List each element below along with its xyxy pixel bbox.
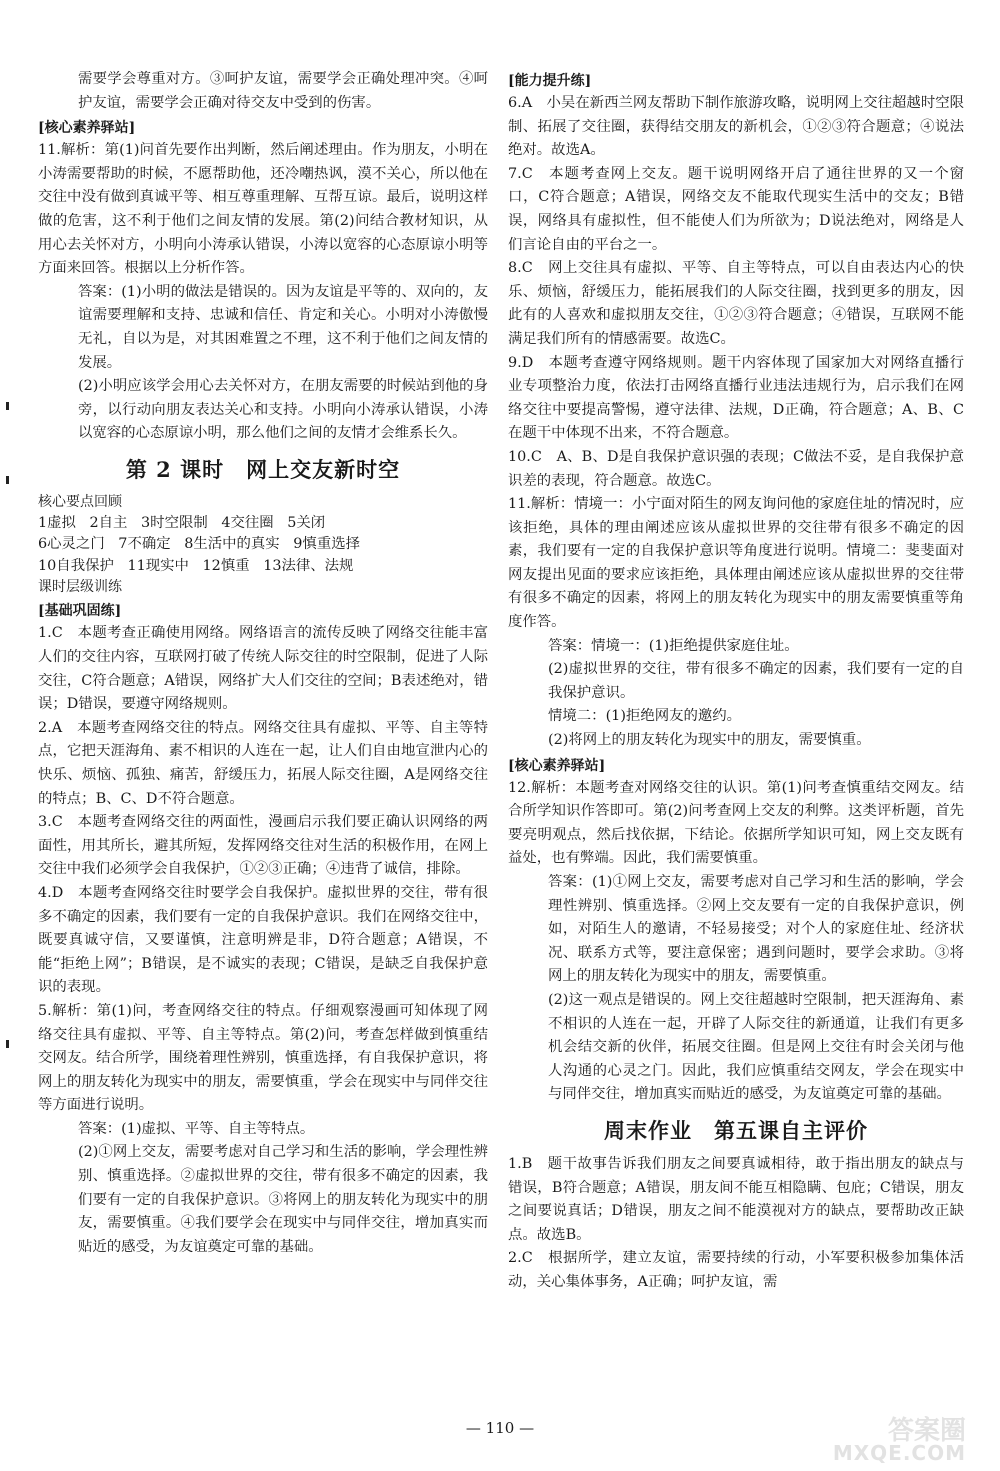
question-9: 9.D 本题考查遵守网络规则。题干内容体现了国家加大对网络直播行业专项整治力度，依法打击网络直播行业违法违规行为，启示我们在网络交往中要提高警惕，遵守法律、法规，D正确，符合题意；A、B、C在题干中体现不出来，不符合题意。: [508, 354, 964, 442]
weekend-question-1: 1.B 题干故事告诉我们朋友之间要真诚相待，敢于指出朋友的缺点与错误，B符合题意；A错误，朋友间不能互相隐瞒、包庇；C错误，朋友之间要说真话；D错误，朋友之间不能漠视对方的缺点，要帮助改正缺点。故选B。: [508, 1155, 964, 1243]
question-6: 6.A 小吴在新西兰网友帮助下制作旅游攻略，说明网上交往超越时空限制、拓展了交往圈，获得结交朋友的新机会，①②③符合题意；④说法绝对。故选A。: [508, 95, 964, 159]
margin-mark: [6, 1040, 9, 1048]
question-5: 5.解析：第(1)问，考查网络交往的特点。仔细观察漫画可知体现了网络交往具有虚拟、平等、自主等特点。第(2)问，考查怎样做到慎重结交网友。结合所学，围绕着理性辨别，慎重选择，有自我保护意识，将网上的朋友转化为现实中的朋友，需要慎重，学会在现实中与同伴交往等方面进行说明。: [38, 1002, 488, 1114]
q11-analysis: 11.解析：第(1)问首先要作出判断，然后阐述理由。作为朋友，小明在小涛需要帮助的时候，不愿帮助他，还冷嘲热讽，漠不关心，所以他在交往中没有做到真诚平等、相互尊重理解、互帮互谅。最后，说明这样做的危害，这不利于他们之间友情的发展。第(2)问结合教材知识，从用心去关怀对方，小明向小涛承认错误，小涛以宽容的心态原谅小明等方面来回答。根据以上分析作答。: [38, 142, 488, 277]
question-2: 2.A 本题考查网络交往的特点。网络交往具有虚拟、平等、自主等特点，它把天涯海角、素不相识的人连在一起，让人们自由地宣泄内心的快乐、烦恼、孤独、痛苦，舒缓压力，拓展人际交往圈，A是网络交往的特点；B、C、D不符合题意。: [38, 719, 488, 807]
weekend-title: 周末作业 第五课自主评价: [604, 1117, 868, 1143]
watermark-logo: 答案圈 MXQE.COM: [832, 1416, 966, 1465]
question-4: 4.D 本题考查网络交往时要学会自我保护。虚拟世界的交往，带有很多不确定的因素，我们要有一定的自我保护意识。我们在网络交往中，既要真诚守信，又要谨慎，注意明辨是非，D符合题意；A错误，不能“拒绝上网”；B错误，是不诚实的表现；C错误，是缺乏自我保护意识的表现。: [38, 884, 488, 996]
margin-mark: [6, 476, 9, 484]
section-heading: [基础巩固练]: [38, 603, 122, 620]
key-point: 11现实中: [127, 557, 189, 574]
q11-answer-1: 答案：(1)小明的做法是错误的。因为友谊是平等的、双向的，友谊需要理解和支持、忠诚和信任、肯定和关心。小明对小涛傲慢无礼，自以为是，对其困难置之不理，这不利于他们之间友情的发展。: [78, 283, 488, 371]
key-point: 4交往圈: [221, 514, 274, 531]
continued-text: 需要学会尊重对方。③呵护友谊，需要学会正确处理冲突。④呵护友谊，需要学会正确对待交友中受到的伤害。: [78, 71, 488, 111]
key-point: 9慎重选择: [293, 536, 360, 553]
question-10: 10.C A、B、D是自我保护意识强的表现；C做法不妥，是自我保护意识差的表现，符合题意。故选C。: [508, 448, 964, 489]
key-point: 3时空限制: [141, 514, 208, 531]
page-number: — 110 —: [465, 1419, 535, 1437]
key-points-row: [38, 534, 488, 556]
key-point: 10自我保护: [38, 557, 114, 574]
key-point: 5关闭: [287, 514, 326, 531]
question-3: 3.C 本题考查网络交往的两面性，漫画启示我们要正确认识网络的两面性，用其所长，避其所短，发挥网络交往对生活的积极作用，在网上交往中我们必须学会自我保护，①②③正确；④违背了诚信，排除。: [38, 814, 488, 878]
q11-answer-2: (2)小明应该学会用心去关怀对方，在朋友需要的时候站到他的身旁，以行动向朋友表达关心和支持。小明向小涛承认错误，小涛以宽容的心态原谅小明，那么他们之间的友情才会维系长久。: [78, 378, 488, 442]
key-point: 7不确定: [118, 536, 171, 553]
section-heading: [核心素养驿站]: [508, 757, 606, 774]
q11-answer-2: (2)虚拟世界的交往，带有很多不确定的因素，我们要有一定的自我保护意识。: [548, 661, 964, 701]
key-point: 12慎重: [202, 557, 250, 574]
question-12: 12.解析：本题考查对网络交往的认识。第(1)问考查慎重结交网友。结合所学知识作答即可。第(2)问考查网上交友的利弊。这类评析题，首先要亮明观点，然后找依据，下结论。依据所学知识可知，网上交友既有益处，也有弊端。因此，我们需要慎重。: [508, 779, 964, 867]
key-point: 2自主: [89, 514, 128, 531]
key-point: 8生活中的真实: [184, 536, 280, 553]
question-1: 1.C 本题考查正确使用网络。网络语言的流传反映了网络交往能丰富人们的交往内容，互联网打破了传统人际交往的时空限制，促进了人际交往，C符合题意；A错误，网络扩大人们交往的空间；B表述绝对，错误；D错误，要遵守网络规则。: [38, 625, 488, 713]
key-point: 1虚拟: [38, 514, 76, 531]
question-7: 7.C 本题考查网上交友。题干说明网络开启了通往世界的又一个窗口，C符合题意；A错误，网络交友不能取代现实生活中的交友；B错误，网络具有虚拟性，但不能使人们为所欲为；D说法绝对，网络是人们言论自由的平台之一。: [508, 165, 964, 253]
q5-answer-1: 答案：(1)虚拟、平等、自主等特点。: [78, 1120, 315, 1137]
key-point: 6心灵之门: [38, 536, 105, 553]
q11-answer-3: 情境二：(1)拒绝网友的邀约。: [548, 708, 742, 725]
section-heading: [核心素养驿站]: [38, 120, 136, 137]
lesson-title: 第 2 课时 网上交友新时空: [125, 456, 401, 482]
right-column: [508, 68, 964, 1295]
section-heading: [能力提升练]: [508, 73, 592, 89]
key-point: 13法律、法规: [263, 557, 354, 574]
question-8: 8.C 网上交往具有虚拟、平等、自主等特点，可以自由表达内心的快乐、烦恼，舒缓压力，能拓展我们的人际交往圈，找到更多的朋友，因此有的人喜欢和虚拟朋友交往，①②③符合题意；④错误，互联网不能满足我们所有的情感需要。故选C。: [508, 260, 964, 347]
q5-answer-2: (2)①网上交友，需要考虑对自己学习和生活的影响，学会理性辨别、慎重选择。②虚拟世界的交往，带有很多不确定的因素，我们要有一定的自我保护意识。③将网上的朋友转化为现实中的朋友，需要慎重。④我们要学会在现实中与同伴交往，增加真实而贴近的感受，为友谊奠定可靠的基础。: [78, 1144, 488, 1255]
q11-answer-1: 答案：情境一：(1)拒绝提供家庭住址。: [548, 637, 799, 654]
q12-answer-1: 答案：(1)①网上交友，需要考虑对自己学习和生活的影响，学会理性辨别、慎重选择。②网上交友要有一定的自我保护意识，例如，对陌生人的邀请，不轻易接受；对个人的家庭住址、经济状况、联系方式等，要注意保密；遇到问题时，要学会求助。③将网上的朋友转化为现实中的朋友，需要慎重。: [548, 874, 964, 985]
q11-answer-4: (2)将网上的朋友转化为现实中的朋友，需要慎重。: [548, 732, 871, 749]
key-points-title: 核心要点回顾: [38, 493, 122, 510]
key-points-row: [38, 556, 488, 578]
key-points-row: [38, 513, 488, 535]
margin-mark: [6, 402, 9, 410]
q12-answer-2: (2)这一观点是错误的。网上交往超越时空限制，把天涯海角、素不相识的人连在一起，开辟了人际交往的新通道，让我们有更多机会结交新的伙伴，拓展交往圈。但是网上交往有时会关闭与他人沟通的心灵之门。因此，我们应慎重结交网友，学会在现实中与同伴交往，增加真实而贴近的感受，为友谊奠定可靠的基础。: [548, 991, 964, 1103]
weekend-question-2: 2.C 根据所学，建立友谊，需要持续的行动，小军要积极参加集体活动，关心集体事务，A正确；呵护友谊，需: [508, 1250, 964, 1290]
training-title: 课时层级训练: [38, 579, 122, 596]
left-column: [38, 68, 488, 1259]
question-11: 11.解析：情境一：小宁面对陌生的网友询问他的家庭住址的情况时，应该拒绝，具体的理由阐述应该从虚拟世界的交往带有很多不确定的因素，我们要有一定的自我保护意识等角度进行说明。情境二：斐斐面对网友提出见面的要求应该拒绝，具体理由阐述应该从虚拟世界的交往带有很多不确定的因素，将网上的朋友转化为现实中的朋友需要慎重等角度作答。: [508, 496, 964, 631]
